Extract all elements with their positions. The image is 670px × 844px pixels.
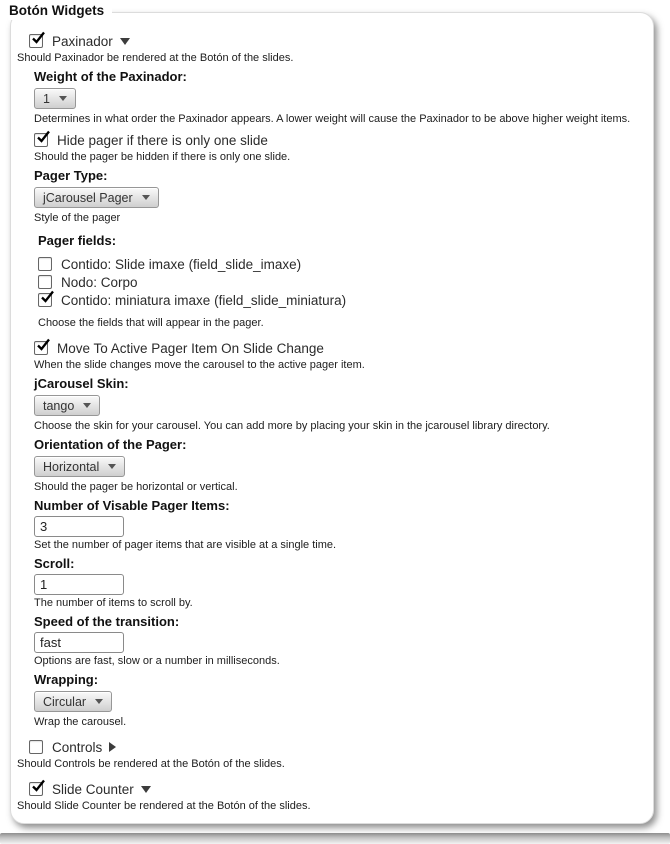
speed-input[interactable] — [34, 632, 124, 653]
jcarousel-skin-select-value: tango — [43, 398, 75, 413]
pager-field-slide-imaxe-label[interactable]: Contido: Slide imaxe (field_slide_imaxe) — [61, 256, 302, 272]
hide-pager-description: Should the pager be hidden if there is only one slide. — [34, 151, 291, 163]
dropdown-arrow-icon — [95, 699, 103, 704]
jcarousel-skin-select[interactable] — [34, 395, 100, 416]
dropdown-arrow-icon — [59, 96, 67, 101]
hide-pager-checkbox[interactable] — [34, 133, 48, 147]
visible-items-input[interactable] — [34, 516, 124, 537]
paxinador-label[interactable]: Paxinador — [52, 33, 113, 49]
boton-widgets-fieldset — [9, 3, 654, 824]
checkmark-icon — [30, 31, 46, 46]
jcarousel-skin-label: jCarousel Skin: — [34, 376, 129, 391]
slide-counter-description: Should Slide Counter be rendered at the Botón of the slides. — [17, 800, 311, 812]
dropdown-arrow-icon — [83, 403, 91, 408]
checkmark-icon — [35, 338, 51, 353]
slide-counter-label[interactable]: Slide Counter — [52, 781, 134, 797]
scroll-label: Scroll: — [34, 556, 75, 571]
controls-row — [29, 738, 641, 756]
speed-label: Speed of the transition: — [34, 614, 180, 629]
move-to-active-label[interactable]: Move To Active Pager Item On Slide Change — [57, 340, 324, 356]
pager-fields-description: Choose the fields that will appear in the pager. — [38, 317, 264, 329]
weight-label: Weight of the Paxinador: — [34, 69, 187, 84]
orientation-select[interactable] — [34, 456, 125, 477]
dropdown-arrow-icon — [142, 195, 150, 200]
move-to-active-checkbox[interactable] — [34, 341, 48, 355]
pager-type-select-value: jCarousel Pager — [43, 190, 133, 205]
slide-counter-checkbox[interactable] — [29, 782, 43, 796]
visible-items-label: Number of Visable Pager Items: — [34, 498, 230, 513]
pager-type-select[interactable] — [34, 187, 159, 208]
slide-counter-row — [29, 780, 641, 798]
jcarousel-skin-description: Choose the skin for your carousel. You can add more by placing your skin in the jcarousel library directory. — [34, 420, 550, 432]
orientation-label: Orientation of the Pager: — [34, 437, 187, 452]
collapse-closed-icon[interactable] — [109, 742, 116, 752]
pager-field-nodo-corpo-checkbox[interactable] — [38, 275, 52, 289]
hide-pager-row — [34, 131, 641, 149]
move-to-active-description: When the slide changes move the carousel to the active pager item. — [34, 359, 365, 371]
pager-field-option-row — [38, 273, 641, 291]
checkmark-icon — [39, 290, 55, 305]
paxinador-row — [29, 32, 641, 50]
controls-checkbox[interactable] — [29, 740, 43, 754]
controls-description: Should Controls be rendered at the Botón of the slides. — [17, 758, 285, 770]
wrapping-select[interactable] — [34, 691, 112, 712]
dropdown-arrow-icon — [108, 464, 116, 469]
pager-field-miniatura-checkbox[interactable] — [38, 293, 52, 307]
pager-field-nodo-corpo-label[interactable]: Nodo: Corpo — [61, 274, 138, 290]
move-to-active-row — [34, 339, 641, 357]
pager-field-miniatura-label[interactable]: Contido: miniatura imaxe (field_slide_miniatura) — [61, 292, 347, 308]
pager-fields-group — [38, 233, 641, 330]
pager-field-option-row — [38, 255, 641, 273]
controls-label[interactable]: Controls — [52, 739, 103, 755]
pager-type-label: Pager Type: — [34, 168, 108, 183]
collapse-open-icon[interactable] — [141, 786, 151, 793]
pager-type-description: Style of the pager — [34, 212, 121, 224]
wrapping-description: Wrap the carousel. — [34, 716, 127, 728]
weight-select-value: 1 — [43, 91, 50, 106]
hide-pager-label[interactable]: Hide pager if there is only one slide — [57, 132, 268, 148]
paxinador-description: Should Paxinador be rendered at the Botón of the slides. — [17, 52, 294, 64]
fieldset-legend: Botón Widgets — [8, 3, 112, 20]
visible-items-description: Set the number of pager items that are visible at a single time. — [34, 539, 337, 551]
paxinador-checkbox[interactable] — [29, 34, 43, 48]
next-section-top-edge — [0, 833, 670, 844]
scroll-input[interactable] — [34, 574, 124, 595]
pager-field-option-row — [38, 291, 641, 309]
scroll-description: The number of items to scroll by. — [34, 597, 193, 609]
collapse-open-icon[interactable] — [120, 38, 130, 45]
orientation-select-value: Horizontal — [43, 459, 100, 474]
wrapping-label: Wrapping: — [34, 672, 99, 687]
pager-fields-label: Pager fields: — [38, 233, 117, 248]
weight-select[interactable] — [34, 88, 76, 109]
wrapping-select-value: Circular — [43, 694, 87, 709]
weight-description: Determines in what order the Paxinador appears. A lower weight will cause the Paxinador to be above higher weight items. — [34, 113, 631, 125]
orientation-description: Should the pager be horizontal or vertical. — [34, 481, 238, 493]
paxinador-dependents — [34, 69, 641, 729]
speed-description: Options are fast, slow or a number in milliseconds. — [34, 655, 280, 667]
checkmark-icon — [35, 130, 51, 145]
checkmark-icon — [30, 779, 46, 794]
pager-field-slide-imaxe-checkbox[interactable] — [38, 257, 52, 271]
